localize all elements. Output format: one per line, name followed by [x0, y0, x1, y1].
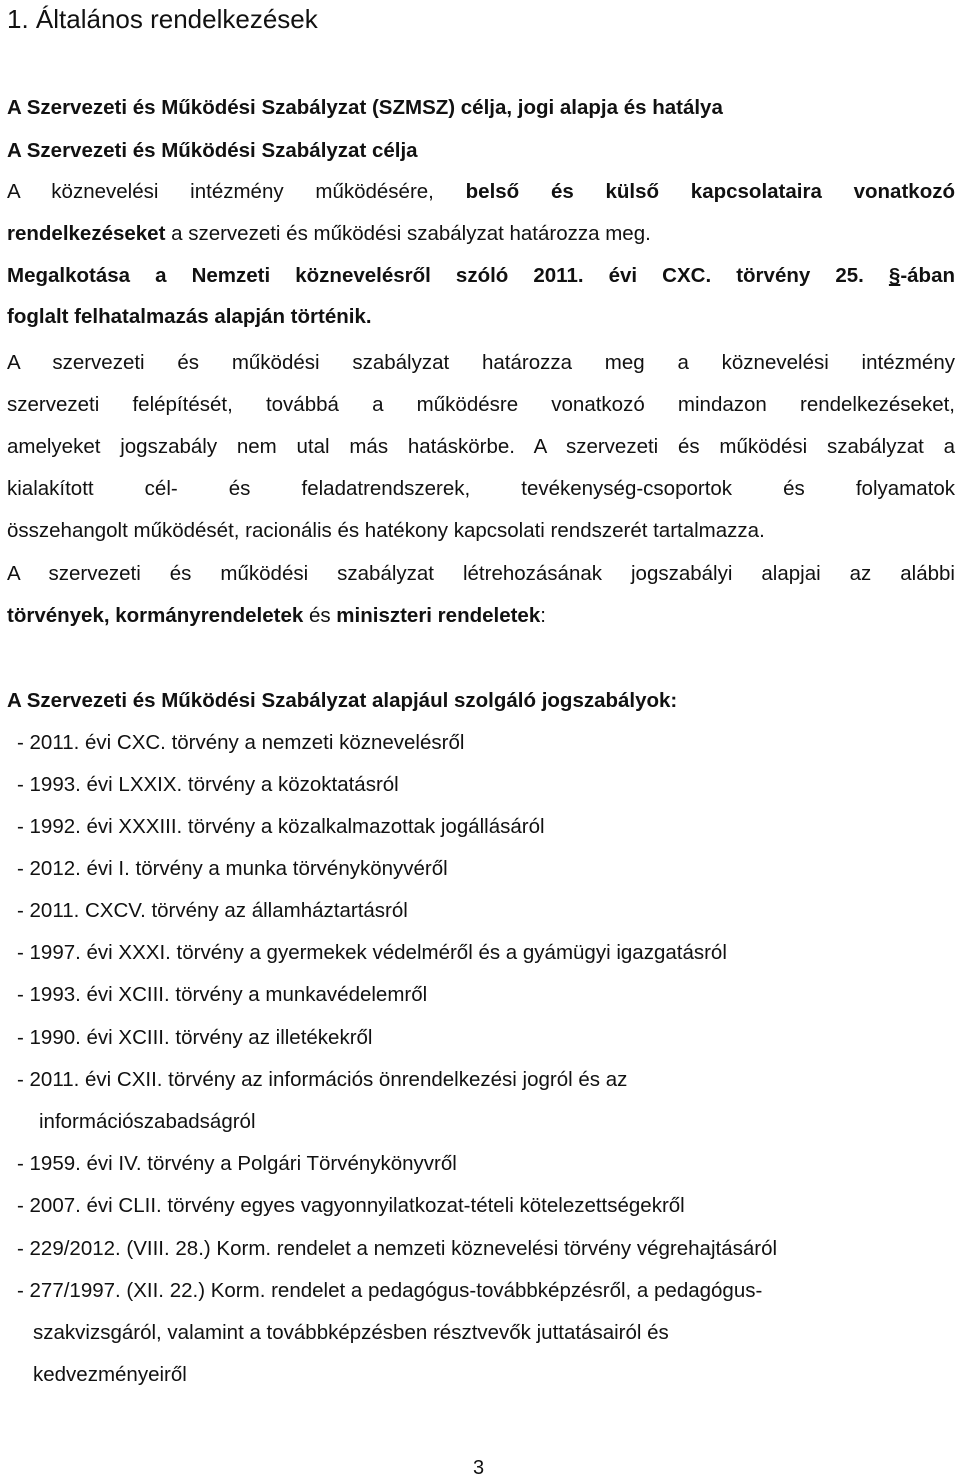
law-item: - 1959. évi IV. törvény a Polgári Törvénykönyvről [17, 1152, 457, 1175]
law-item: - 2011. évi CXII. törvény az információs önrendelkezési jogról és az [17, 1068, 628, 1091]
paragraph-line: törvények, kormányrendeletek és miniszteri rendeletek: [7, 604, 546, 627]
paragraph-line: A szervezeti és működési szabályzat létrehozásának jogszabályi alapjai az alábbi [7, 562, 955, 585]
paragraph-line: összehangolt működését, racionális és hatékony kapcsolati rendszerét tartalmazza. [7, 519, 765, 542]
law-item: - 229/2012. (VIII. 28.) Korm. rendelet a nemzeti köznevelési törvény végrehajtásáról [17, 1237, 778, 1260]
law-item: - 277/1997. (XII. 22.) Korm. rendelet a pedagógus-továbbképzésről, a pedagógus- [17, 1279, 763, 1302]
law-item-continuation: információszabadságról [39, 1110, 256, 1133]
paragraph-line: A szervezeti és működési szabályzat határozza meg a köznevelési intézmény [7, 351, 955, 374]
subheading-purpose: A Szervezeti és Működési Szabályzat célja [7, 139, 418, 162]
law-item-continuation: szakvizsgáról, valamint a továbbképzésben résztvevők juttatásairól és [33, 1321, 669, 1344]
law-item: - 1997. évi XXXI. törvény a gyermekek védelméről és a gyámügyi igazgatásról [17, 941, 727, 964]
laws-heading: A Szervezeti és Működési Szabályzat alapjául szolgáló jogszabályok: [7, 689, 678, 712]
paragraph-line: kialakított cél- és feladatrendszerek, tevékenység-csoportok és folyamatok [7, 477, 955, 500]
paragraph-line: szervezeti felépítését, továbbá a működésre vonatkozó mindazon rendelkezéseket, [7, 393, 955, 416]
law-item: - 1990. évi XCIII. törvény az illetékekről [17, 1026, 373, 1049]
law-item: - 1992. évi XXXIII. törvény a közalkalmazottak jogállásáról [17, 815, 545, 838]
section-heading: 1. Általános rendelkezések [7, 4, 318, 34]
law-item-continuation: kedvezményeiről [33, 1363, 187, 1386]
paragraph-line: A köznevelési intézmény működésére, belső és külső kapcsolataira vonatkozó [7, 180, 955, 203]
law-item: - 2012. évi I. törvény a munka törvénykönyvéről [17, 857, 448, 880]
law-item: - 2011. CXCV. törvény az államháztartásról [17, 899, 408, 922]
paragraph-line: foglalt felhatalmazás alapján történik. [7, 305, 372, 328]
paragraph-line: Megalkotása a Nemzeti köznevelésről szóló 2011. évi CXC. törvény 25. §-ában [7, 264, 955, 287]
page-number: 3 [473, 1457, 485, 1479]
section-sign-link[interactable]: § [888, 264, 901, 287]
paragraph-line: rendelkezéseket a szervezeti és működési szabályzat határozza meg. [7, 222, 651, 245]
paragraph-line: amelyeket jogszabály nem utal más hatáskörbe. A szervezeti és működési szabályzat a [7, 435, 955, 458]
law-item: - 1993. évi LXXIX. törvény a közoktatásról [17, 773, 399, 796]
law-item: - 2011. évi CXC. törvény a nemzeti köznevelésről [17, 731, 465, 754]
law-item: - 2007. évi CLII. törvény egyes vagyonnyilatkozat-tételi kötelezettségekről [17, 1194, 685, 1217]
law-item: - 1993. évi XCIII. törvény a munkavédelemről [17, 983, 428, 1006]
subheading-purpose-legal-basis: A Szervezeti és Működési Szabályzat (SZMSZ) célja, jogi alapja és hatálya [7, 96, 723, 119]
